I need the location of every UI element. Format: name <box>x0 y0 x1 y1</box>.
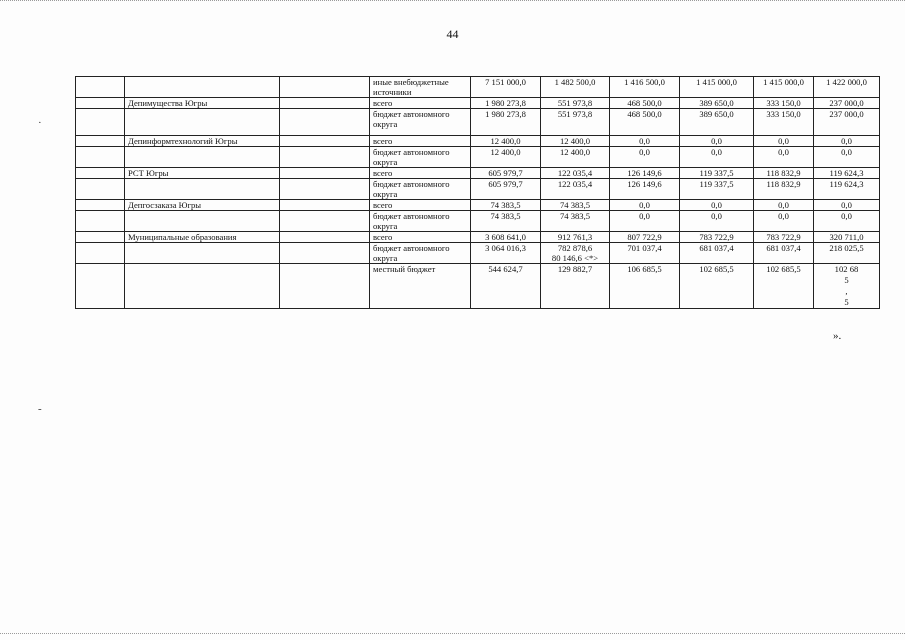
table-row <box>76 243 880 264</box>
row-number-cell <box>76 264 125 309</box>
value-text: 119 624,3 <box>829 168 864 178</box>
organization-cell <box>125 109 280 136</box>
value-cell <box>541 243 610 264</box>
value-cell <box>471 77 541 98</box>
value-text: 106 685,5 <box>627 264 662 274</box>
value-cell <box>680 98 754 109</box>
value-cell <box>680 179 754 200</box>
value-cell <box>610 243 680 264</box>
value-text: 0,0 <box>841 211 852 221</box>
value-text: 118 832,9 <box>766 179 801 189</box>
value-text: 0,0 <box>711 200 722 210</box>
value-cell <box>814 109 880 136</box>
value-wrapped-digit: 5 <box>844 275 849 285</box>
value-text: 783 722,9 <box>699 232 734 242</box>
value-cell <box>754 147 814 168</box>
organization-cell <box>125 147 280 168</box>
value-text: 119 624,3 <box>829 179 864 189</box>
organization-cell <box>125 77 280 98</box>
value-cell <box>541 179 610 200</box>
funding-source-cell: бюджет автономного округа <box>370 147 471 168</box>
value-cell <box>754 136 814 147</box>
value-text: 333 150,0 <box>766 109 801 119</box>
organization-cell: Депинформтехнологий Югры <box>125 136 280 147</box>
blank-cell <box>280 136 370 147</box>
table-row <box>76 77 880 98</box>
value-cell <box>814 200 880 211</box>
value-text: 0,0 <box>639 211 650 221</box>
scan-edge-top <box>0 0 905 3</box>
value-text: 783 722,9 <box>766 232 801 242</box>
value-cell <box>610 98 680 109</box>
row-number-cell <box>76 147 125 168</box>
value-text: 1 415 000,0 <box>696 77 737 87</box>
blank-cell <box>280 147 370 168</box>
value-cell <box>610 200 680 211</box>
table-row <box>76 109 880 136</box>
blank-cell <box>280 211 370 232</box>
value-cell <box>814 168 880 179</box>
value-cell <box>814 179 880 200</box>
value-cell <box>471 136 541 147</box>
value-cell <box>814 232 880 243</box>
funding-source-cell: бюджет автономного округа <box>370 109 471 136</box>
value-text: 389 650,0 <box>699 98 734 108</box>
value-cell <box>754 264 814 309</box>
value-cell <box>754 179 814 200</box>
value-text: 1 415 000,0 <box>763 77 804 87</box>
value-text: 0,0 <box>639 136 650 146</box>
value-cell <box>541 264 610 309</box>
blank-cell <box>280 77 370 98</box>
blank-cell <box>280 98 370 109</box>
value-cell <box>471 243 541 264</box>
blank-cell <box>280 243 370 264</box>
row-number-cell <box>76 211 125 232</box>
value-cell <box>680 264 754 309</box>
value-text: 605 979,7 <box>488 168 523 178</box>
funding-source-cell: всего <box>370 168 471 179</box>
table-row <box>76 168 880 179</box>
value-text: 218 025,5 <box>829 243 864 253</box>
funding-source-cell: всего <box>370 98 471 109</box>
value-cell <box>610 179 680 200</box>
value-text: 782 878,6 <box>557 243 593 253</box>
value-text: 102 68 <box>834 264 859 274</box>
value-cell <box>814 98 880 109</box>
value-cell <box>680 211 754 232</box>
value-text: 0,0 <box>711 147 722 157</box>
value-cell <box>754 98 814 109</box>
organization-cell <box>125 179 280 200</box>
value-text: 102 685,5 <box>766 264 801 274</box>
value-text: 12 400,0 <box>490 147 521 157</box>
value-text: 1 980 273,8 <box>485 98 526 108</box>
value-text: 74 383,5 <box>490 200 521 210</box>
value-text: 7 151 000,0 <box>485 77 526 87</box>
value-text: 74 383,5 <box>559 200 591 210</box>
blank-cell <box>280 200 370 211</box>
value-text: 0,0 <box>841 200 852 210</box>
value-text: 0,0 <box>778 136 789 146</box>
row-number-cell <box>76 179 125 200</box>
row-number-cell <box>76 109 125 136</box>
table-row <box>76 232 880 243</box>
value-cell <box>541 232 610 243</box>
value-cell <box>814 243 880 264</box>
value-text: 0,0 <box>639 147 650 157</box>
value-cell <box>754 243 814 264</box>
value-text: 237 000,0 <box>829 98 864 108</box>
value-cell <box>471 200 541 211</box>
value-cell <box>754 232 814 243</box>
row-number-cell <box>76 232 125 243</box>
value-cell <box>754 200 814 211</box>
value-cell <box>680 109 754 136</box>
value-cell <box>541 109 610 136</box>
value-cell <box>610 109 680 136</box>
value-cell <box>680 243 754 264</box>
organization-cell <box>125 211 280 232</box>
table-row <box>76 264 880 309</box>
value-cell <box>471 211 541 232</box>
value-cell <box>471 179 541 200</box>
closing-quote-mark: ». <box>833 330 842 342</box>
value-text: 0,0 <box>841 147 852 157</box>
value-text: 320 711,0 <box>829 232 864 242</box>
organization-cell <box>125 264 280 309</box>
value-text: 122 035,4 <box>557 168 593 178</box>
funding-source-cell: всего <box>370 136 471 147</box>
value-cell <box>610 168 680 179</box>
value-cell <box>471 147 541 168</box>
row-number-cell <box>76 136 125 147</box>
value-cell <box>814 77 880 98</box>
value-cell <box>754 168 814 179</box>
value-cell <box>471 109 541 136</box>
value-cell <box>680 232 754 243</box>
table-row <box>76 147 880 168</box>
value-wrapped-digit: , <box>845 286 848 296</box>
value-wrapped-digit: 5 <box>844 297 849 307</box>
value-text: 912 761,3 <box>557 232 593 242</box>
blank-cell <box>280 232 370 243</box>
row-number-cell <box>76 200 125 211</box>
value-text: 468 500,0 <box>627 98 662 108</box>
organization-cell: РСТ Югры <box>125 168 280 179</box>
value-text: 129 882,7 <box>557 264 593 274</box>
value-text: 1 482 500,0 <box>554 77 596 87</box>
value-text: 12 400,0 <box>559 147 591 157</box>
value-text: 1 980 273,8 <box>485 109 526 119</box>
value-text: 0,0 <box>711 136 722 146</box>
value-cell <box>680 77 754 98</box>
value-cell <box>610 147 680 168</box>
value-text: 1 416 500,0 <box>624 77 665 87</box>
value-cell <box>754 211 814 232</box>
value-cell <box>471 232 541 243</box>
table-row <box>76 200 880 211</box>
scan-edge-bottom <box>0 633 905 636</box>
value-text: 237 000,0 <box>829 109 864 119</box>
value-cell <box>541 147 610 168</box>
value-cell <box>610 77 680 98</box>
value-text: 126 149,6 <box>627 179 662 189</box>
blank-cell <box>280 109 370 136</box>
value-cell <box>814 147 880 168</box>
value-text: 122 035,4 <box>557 179 593 189</box>
value-text: 807 722,9 <box>627 232 662 242</box>
value-cell <box>541 168 610 179</box>
table-row <box>76 98 880 109</box>
value-text: 74 383,5 <box>559 211 591 221</box>
table-row <box>76 179 880 200</box>
margin-dot-mark: · <box>38 117 42 129</box>
table-row <box>76 211 880 232</box>
row-number-cell <box>76 77 125 98</box>
value-text: 333 150,0 <box>766 98 801 108</box>
value-text: 681 037,4 <box>766 243 801 253</box>
funding-table-body <box>76 77 880 309</box>
value-text: 389 650,0 <box>699 109 734 119</box>
funding-source-cell: местный бюджет <box>370 264 471 309</box>
value-footnote: 80 146,6 <*> <box>551 253 599 263</box>
value-text: 468 500,0 <box>627 109 662 119</box>
value-text: 119 337,5 <box>699 168 734 178</box>
blank-cell <box>280 264 370 309</box>
funding-source-cell: бюджет автономного округа <box>370 179 471 200</box>
table-row <box>76 136 880 147</box>
blank-cell <box>280 179 370 200</box>
value-cell <box>541 136 610 147</box>
value-text: 102 685,5 <box>699 264 734 274</box>
value-text: 0,0 <box>711 211 722 221</box>
value-cell <box>814 211 880 232</box>
organization-cell <box>125 243 280 264</box>
page-number: 44 <box>446 27 459 41</box>
funding-source-cell: всего <box>370 232 471 243</box>
funding-table <box>75 76 880 309</box>
funding-source-cell: всего <box>370 200 471 211</box>
value-cell <box>610 136 680 147</box>
organization-cell: Депимущества Югры <box>125 98 280 109</box>
value-cell <box>471 98 541 109</box>
value-text: 3 064 016,3 <box>485 243 526 253</box>
value-text: 605 979,7 <box>488 179 523 189</box>
value-cell <box>610 211 680 232</box>
value-cell <box>754 77 814 98</box>
value-cell <box>680 168 754 179</box>
value-text: 12 400,0 <box>490 136 521 146</box>
value-text: 119 337,5 <box>699 179 734 189</box>
value-cell <box>471 264 541 309</box>
value-text: 3 608 641,0 <box>485 232 526 242</box>
value-cell <box>680 147 754 168</box>
value-text: 0,0 <box>639 200 650 210</box>
value-cell <box>541 98 610 109</box>
funding-source-cell: бюджет автономного округа <box>370 211 471 232</box>
value-text: 551 973,8 <box>557 109 593 119</box>
funding-source-cell: иные внебюджетные источники <box>370 77 471 98</box>
value-text: 0,0 <box>841 136 852 146</box>
value-cell <box>754 109 814 136</box>
value-text: 118 832,9 <box>766 168 801 178</box>
value-text: 701 037,4 <box>627 243 662 253</box>
value-text: 0,0 <box>778 200 789 210</box>
row-number-cell <box>76 98 125 109</box>
value-cell <box>814 136 880 147</box>
value-text: 551 973,8 <box>557 98 593 108</box>
organization-cell: Депгосзаказа Югры <box>125 200 280 211</box>
organization-cell: Муниципальные образования <box>125 232 280 243</box>
value-text: 0,0 <box>778 211 789 221</box>
value-text: 681 037,4 <box>699 243 734 253</box>
value-cell <box>680 136 754 147</box>
value-cell <box>610 264 680 309</box>
value-cell <box>814 264 880 309</box>
row-number-cell <box>76 168 125 179</box>
value-text: 74 383,5 <box>490 211 521 221</box>
value-cell <box>541 77 610 98</box>
blank-cell <box>280 168 370 179</box>
value-cell <box>541 200 610 211</box>
margin-dash-mark: - <box>38 403 42 415</box>
funding-source-cell: бюджет автономного округа <box>370 243 471 264</box>
value-text: 126 149,6 <box>627 168 662 178</box>
value-cell <box>610 232 680 243</box>
value-text: 1 422 000,0 <box>826 77 867 87</box>
value-cell <box>680 200 754 211</box>
value-text: 12 400,0 <box>559 136 591 146</box>
value-cell <box>471 168 541 179</box>
value-text: 544 624,7 <box>488 264 523 274</box>
row-number-cell <box>76 243 125 264</box>
value-text: 0,0 <box>778 147 789 157</box>
value-cell <box>541 211 610 232</box>
